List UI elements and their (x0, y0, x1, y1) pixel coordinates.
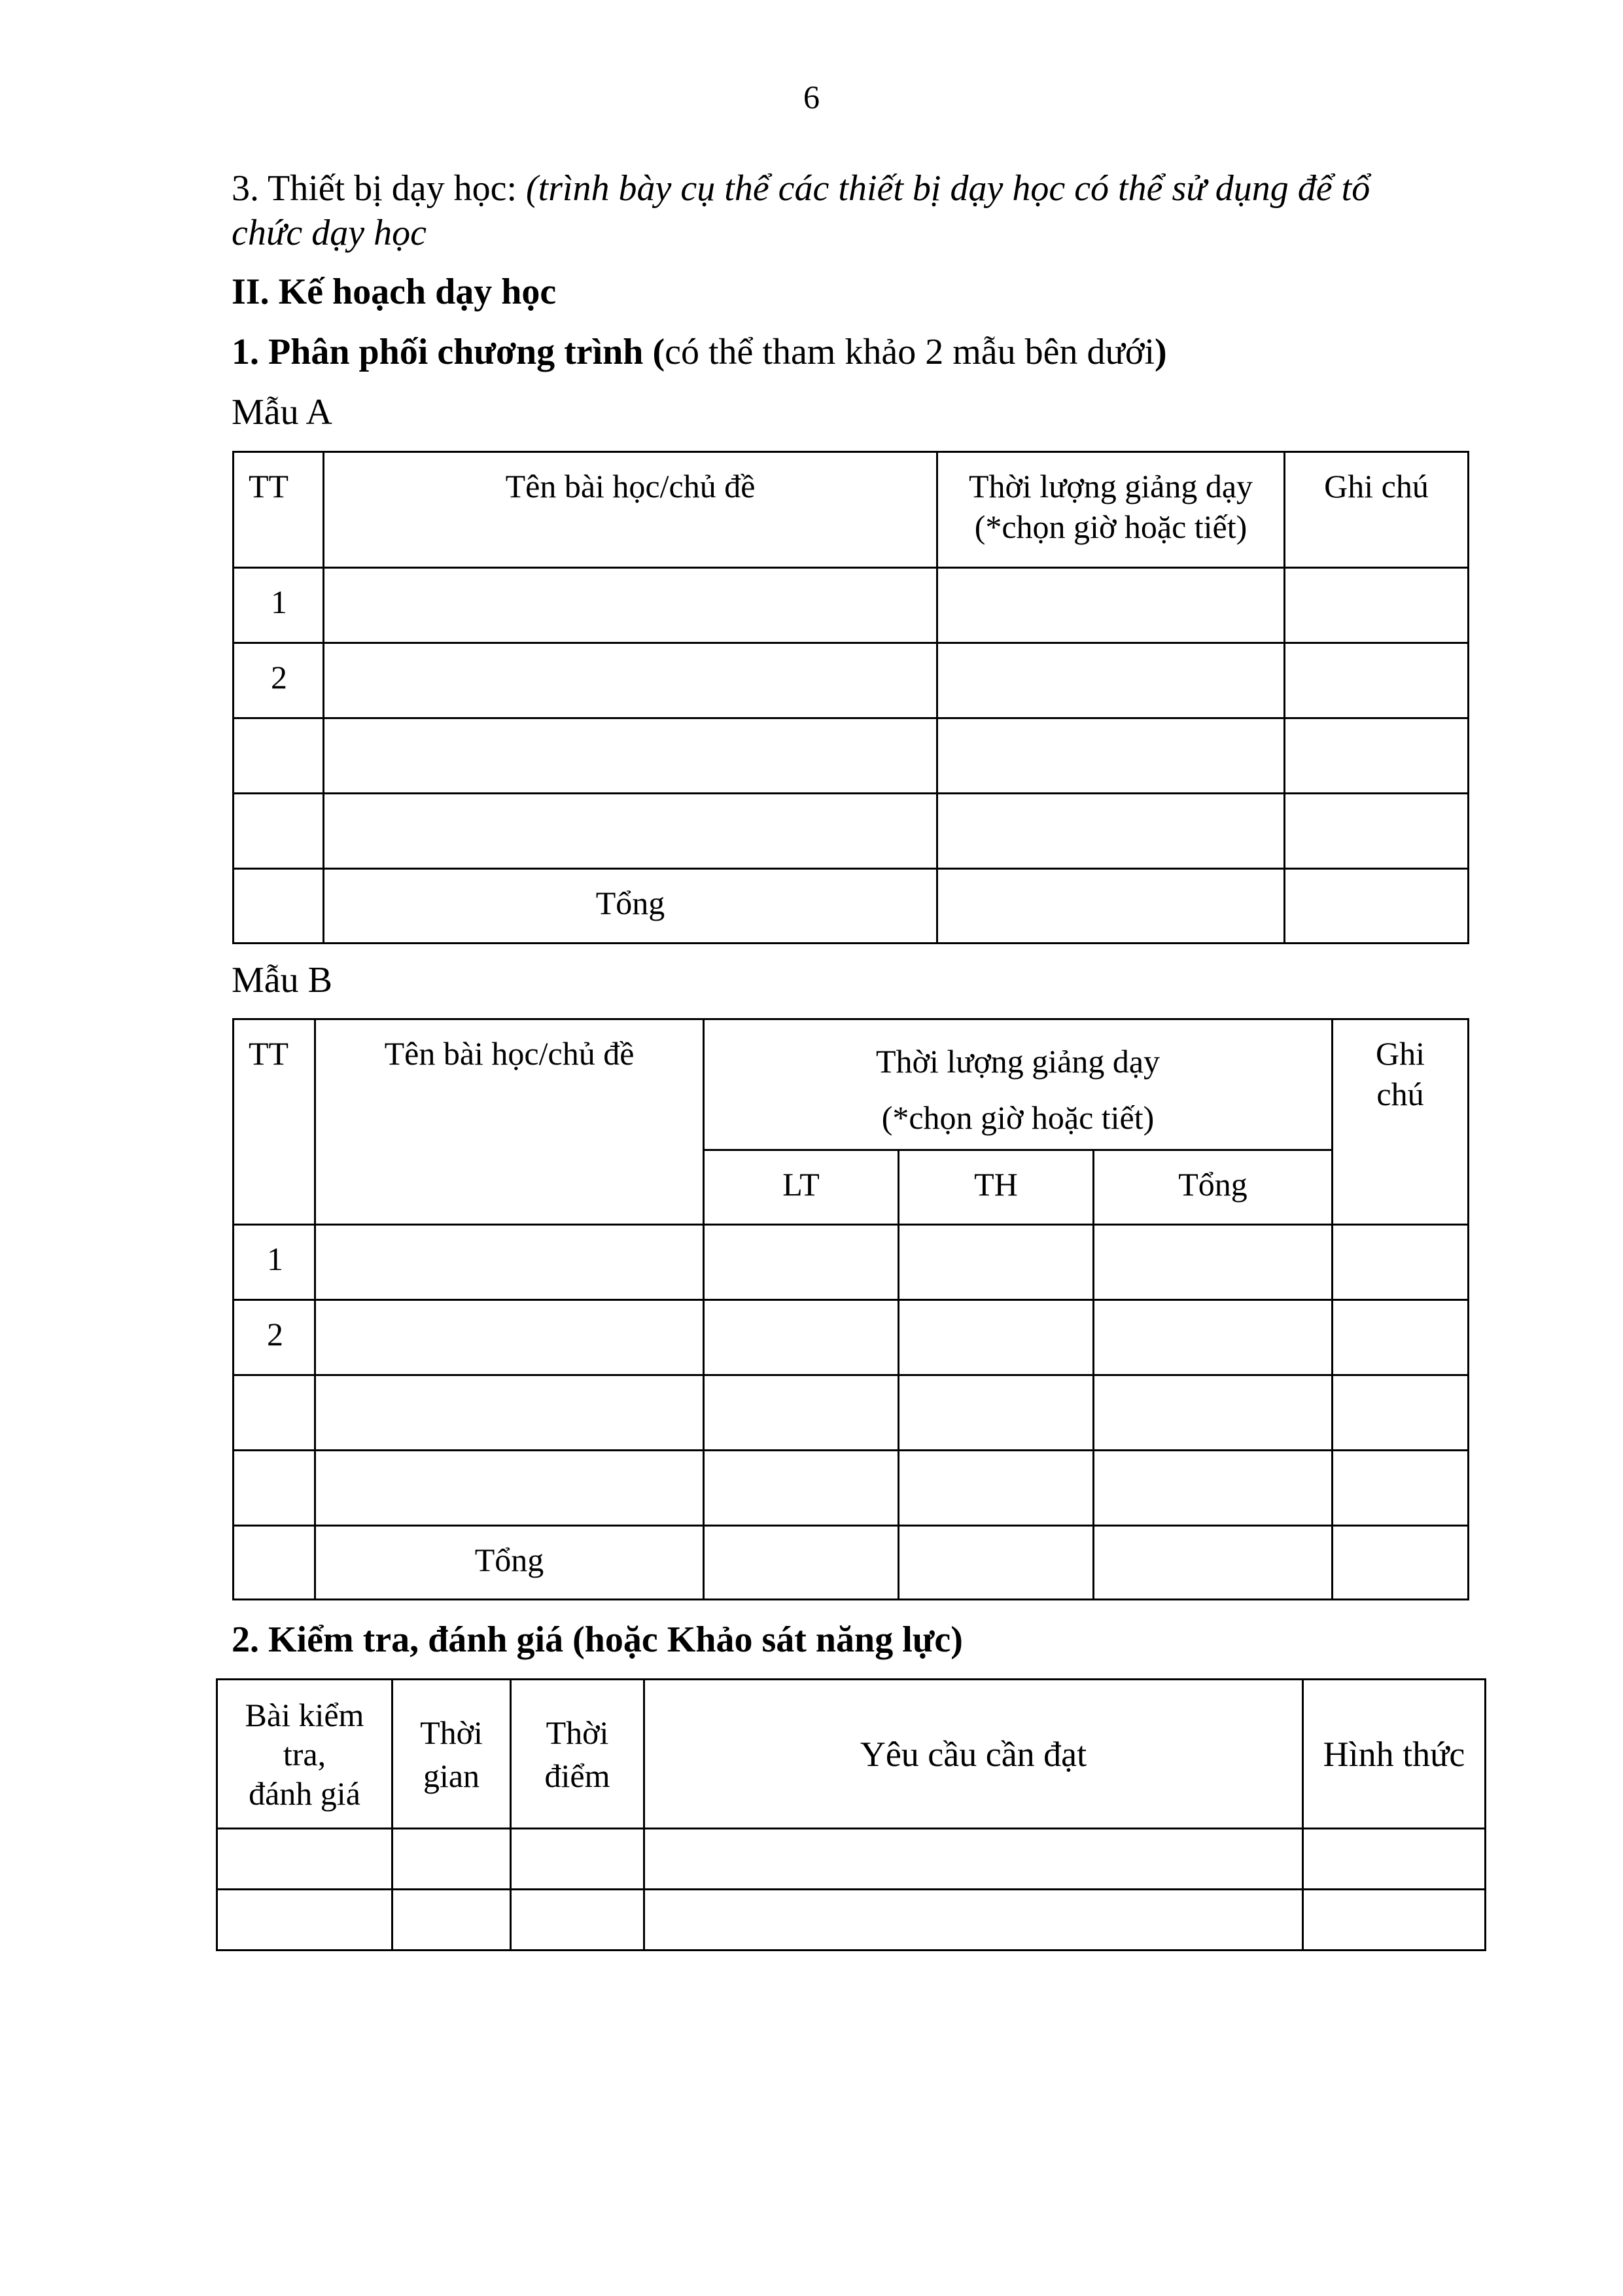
table-b-header-note-line2: chú (1376, 1076, 1424, 1112)
table-a-header-duration-line1: Thời lượng giảng dạy (968, 468, 1253, 504)
table-c-cell (1303, 1829, 1486, 1890)
table-a-cell (1285, 869, 1469, 944)
table-b-label: Mẫu B (232, 960, 332, 1000)
table-b-cell (1333, 1300, 1469, 1375)
table-c-cell (511, 1829, 644, 1890)
table-c-header-test-line1: Bài kiểm (245, 1696, 364, 1733)
table-a-header-duration-line2: (*chọn giờ hoặc tiết) (974, 508, 1248, 545)
table-a-row-tt (234, 718, 324, 794)
table-a-header-tt: TT (234, 452, 324, 568)
table-c-header-time (511, 1680, 644, 1829)
table-a-cell (1285, 718, 1469, 794)
table-b-cell (1094, 1225, 1333, 1300)
table-b-cell (704, 1526, 899, 1600)
table-a-cell (324, 568, 937, 643)
table-b-cell (1094, 1451, 1333, 1526)
table-row (234, 568, 1469, 643)
table-row (234, 1225, 1469, 1300)
section-3-prefix: 3. Thiết bị dạy học: (232, 168, 526, 209)
table-b-cell (704, 1300, 899, 1375)
table-a-total-label: Tổng (324, 869, 937, 944)
table-c-header-duration-line1: Thời (420, 1714, 483, 1751)
heading-plan: II. Kế hoạch dạy học (232, 272, 557, 312)
table-row (234, 643, 1469, 718)
table-c-cell (511, 1890, 644, 1951)
table-c-cell (644, 1829, 1303, 1890)
table-a-cell (937, 869, 1285, 944)
table-c-cell (217, 1890, 393, 1951)
table-a-cell (1285, 568, 1469, 643)
table-c-header-requirement: Yêu cầu cần đạt (644, 1680, 1303, 1829)
table-a (232, 451, 1469, 944)
table-b-cell (899, 1225, 1094, 1300)
table-c-header-duration (393, 1680, 511, 1829)
table-b-cell (234, 1526, 315, 1600)
table-a-row-tt: 2 (234, 643, 324, 718)
table-c (216, 1678, 1486, 1951)
table-b-row-tt: 2 (234, 1300, 315, 1375)
table-row (234, 1375, 1469, 1451)
table-b-cell (1094, 1375, 1333, 1451)
table-c-cell (217, 1829, 393, 1890)
table-b-header-tt: TT (234, 1019, 315, 1225)
table-row (234, 794, 1469, 869)
table-b-cell (704, 1225, 899, 1300)
table-b-row-tt (234, 1375, 315, 1451)
table-row (234, 1300, 1469, 1375)
table-b-cell (315, 1375, 704, 1451)
table-c-cell (644, 1890, 1303, 1951)
table-a-cell (234, 869, 324, 944)
table-b-header-duration-line1: Thời lượng giảng dạy (875, 1043, 1161, 1080)
table-b-header-total: Tổng (1094, 1150, 1333, 1225)
heading-assessment: 2. Kiểm tra, đánh giá (hoặc Khảo sát năng lực) (232, 1619, 963, 1660)
table-b-total-label: Tổng (315, 1526, 704, 1600)
table-b-cell (315, 1225, 704, 1300)
table-a-cell (1285, 794, 1469, 869)
table-b-cell (899, 1451, 1094, 1526)
table-a-total-row (234, 869, 1469, 944)
table-b-header-th: TH (899, 1150, 1094, 1225)
table-b-cell (1094, 1300, 1333, 1375)
table-a-cell (324, 794, 937, 869)
table-b-cell (899, 1375, 1094, 1451)
table-a-header-row (234, 452, 1469, 568)
table-c-header-test-line2: tra, (283, 1735, 326, 1773)
table-c-header-time-line1: Thời (546, 1714, 609, 1751)
table-c-cell (1303, 1890, 1486, 1951)
table-c-cell (393, 1829, 511, 1890)
table-c-header-test-line3: đánh giá (249, 1775, 360, 1812)
table-b-cell (899, 1526, 1094, 1600)
table-c-header-form: Hình thức (1303, 1680, 1486, 1829)
section-3-description-line1: (trình bày cụ thể các thiết bị dạy học có thể sử dụng để tổ (526, 168, 1370, 209)
table-b-cell (704, 1375, 899, 1451)
table-c-header-row (217, 1680, 1486, 1829)
table-c-header-duration-line2: gian (423, 1757, 480, 1794)
table-b-header-note-line1: Ghi (1376, 1035, 1425, 1072)
page-number: 6 (803, 79, 820, 115)
heading-distribution-paren-close: ) (1155, 332, 1167, 372)
table-row (217, 1829, 1486, 1890)
table-b-cell (899, 1300, 1094, 1375)
table-a-cell (937, 643, 1285, 718)
heading-distribution (232, 330, 1167, 374)
table-a-cell (1285, 643, 1469, 718)
table-b-cell (1333, 1451, 1469, 1526)
table-c-cell (393, 1890, 511, 1951)
heading-distribution-paren-open: ( (643, 332, 665, 372)
table-a-cell (324, 643, 937, 718)
table-a-header-duration (937, 452, 1285, 568)
table-c-header-time-line2: điểm (544, 1757, 610, 1794)
table-b-cell (1333, 1375, 1469, 1451)
section-3-description-line2: chức dạy học (232, 213, 427, 253)
table-c-header-test (217, 1680, 393, 1829)
table-b (232, 1018, 1469, 1600)
table-b-cell (1333, 1225, 1469, 1300)
table-b-cell (1333, 1526, 1469, 1600)
table-a-cell (937, 718, 1285, 794)
table-b-total-row (234, 1526, 1469, 1600)
table-a-row-tt (234, 794, 324, 869)
table-a-header-name: Tên bài học/chủ đề (324, 452, 937, 568)
table-a-cell (324, 718, 937, 794)
table-b-row-tt: 1 (234, 1225, 315, 1300)
table-b-header-row-1 (234, 1019, 1469, 1150)
table-a-label: Mẫu A (232, 392, 332, 433)
heading-distribution-title: 1. Phân phối chương trình (232, 332, 644, 372)
heading-distribution-note: có thể tham khảo 2 mẫu bên dưới (665, 332, 1155, 372)
table-b-row-tt (234, 1451, 315, 1526)
section-3-equipment (232, 166, 1475, 211)
table-a-cell (937, 794, 1285, 869)
table-row (234, 718, 1469, 794)
table-a-header-note: Ghi chú (1285, 452, 1469, 568)
table-b-cell (315, 1300, 704, 1375)
table-a-cell (937, 568, 1285, 643)
table-row (217, 1890, 1486, 1951)
table-b-header-lt: LT (704, 1150, 899, 1225)
table-b-cell (1094, 1526, 1333, 1600)
table-b-header-name: Tên bài học/chủ đề (315, 1019, 704, 1225)
table-a-row-tt: 1 (234, 568, 324, 643)
table-b-cell (315, 1451, 704, 1526)
table-b-header-note (1333, 1019, 1469, 1225)
table-row (234, 1451, 1469, 1526)
table-b-header-duration (704, 1019, 1333, 1150)
table-b-header-duration-line2: (*chọn giờ hoặc tiết) (881, 1099, 1155, 1136)
table-b-cell (704, 1451, 899, 1526)
